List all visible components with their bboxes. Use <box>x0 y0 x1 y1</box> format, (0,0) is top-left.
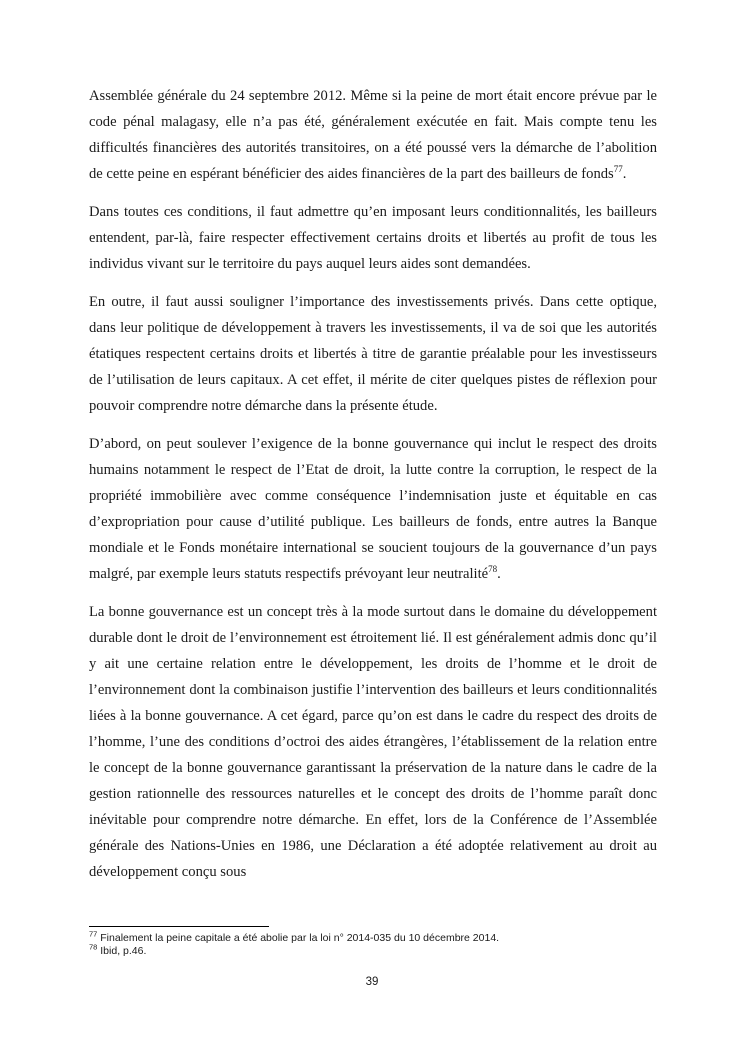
paragraph-5-text: La bonne gouvernance est un concept très à la mode surtout dans le domaine du développement durable dont le droit de l’environnement est étroitement lié. Il est généralement admis donc qu’il y ait une certaine relation entre le développement, les droits de l’homme et le droit de l’environnement dont la combinaison justifie l’intervention des bailleurs et leurs conditionnalités liées à la bonne gouvernance. A cet égard, parce qu’on est dans le cadre du respect des droits de l’homme, l’une des conditions d’octroi des aides étrangères, l’établissement de la relation entre le concept de la bonne gouvernance garantissant la préservation de la nature dans le cadre de la gestion rationnelle des ressources naturelles et le concept des droits de l’homme paraît donc inévitable pour comprendre notre démarche. En effet, lors de la Conférence de l’Assemblée générale des Nations-Unies en 1986, une Déclaration a été adoptée relativement au droit au développement conçu sous <box>89 604 657 880</box>
page-number: 39 <box>365 976 379 988</box>
body-text <box>89 83 657 897</box>
paragraph-4-text: D’abord, on peut soulever l’exigence de la bonne gouvernance qui inclut le respect des droits humains notamment le respect de l’Etat de droit, la lutte contre la corruption, le respect de la propriété immobilière avec comme conséquence l’indemnisation juste et équitable en cas d’expropriation pour cause d’utilité publique. Les bailleurs de fonds, entre autres la Banque mondiale et le Fonds monétaire international se soucient toujours de la gouvernance d’un pays malgré, par exemple leurs statuts respectifs prévoyant leur neutralité <box>89 436 657 582</box>
footnote-ref-78: 78 <box>488 564 498 575</box>
paragraph-5 <box>89 599 657 885</box>
footnote-78 <box>89 942 657 958</box>
paragraph-1-tail: . <box>622 166 627 182</box>
footnote-77 <box>89 929 657 945</box>
footnote-separator <box>89 926 269 927</box>
paragraph-4 <box>89 431 657 587</box>
paragraph-2 <box>89 199 657 277</box>
paragraph-1 <box>89 83 657 187</box>
footnote-number: 78 <box>89 942 98 952</box>
footnote-text: Ibid, p.46. <box>100 945 147 957</box>
footnotes <box>89 929 657 958</box>
footnote-number: 77 <box>89 929 98 939</box>
paragraph-2-text: Dans toutes ces conditions, il faut admettre qu’en imposant leurs conditionnalités, les bailleurs entendent, par-là, faire respecter effectivement certains droits et libertés au profit de tous les individus vivant sur le territoire du pays auquel leurs aides sont demandées. <box>89 204 657 272</box>
paragraph-1-text: Assemblée générale du 24 septembre 2012. Même si la peine de mort était encore prévue par le code pénal malagasy, elle n’a pas été, généralement exécutée en fait. Mais compte tenu les difficultés financières des autorités transitoires, on a été poussé vers la démarche de l’abolition de cette peine en espérant bénéficier des aides financières de la part des bailleurs de fonds <box>89 88 657 182</box>
footnote-ref-77: 77 <box>613 164 623 175</box>
footnote-text: Finalement la peine capitale a été abolie par la loi n° 2014-035 du 10 décembre 2014. <box>100 932 500 944</box>
paragraph-3-text: En outre, il faut aussi souligner l’importance des investissements privés. Dans cette optique, dans leur politique de développement à travers les investissements, il va de soi que les autorités étatiques respectent certains droits et libertés à titre de garantie préalable pour les investisseurs de l’utilisation de leurs capitaux. A cet effet, il mérite de citer quelques pistes de réflexion pour pouvoir comprendre notre démarche dans la présente étude. <box>89 294 657 414</box>
paragraph-4-tail: . <box>497 566 501 582</box>
paragraph-3 <box>89 289 657 419</box>
